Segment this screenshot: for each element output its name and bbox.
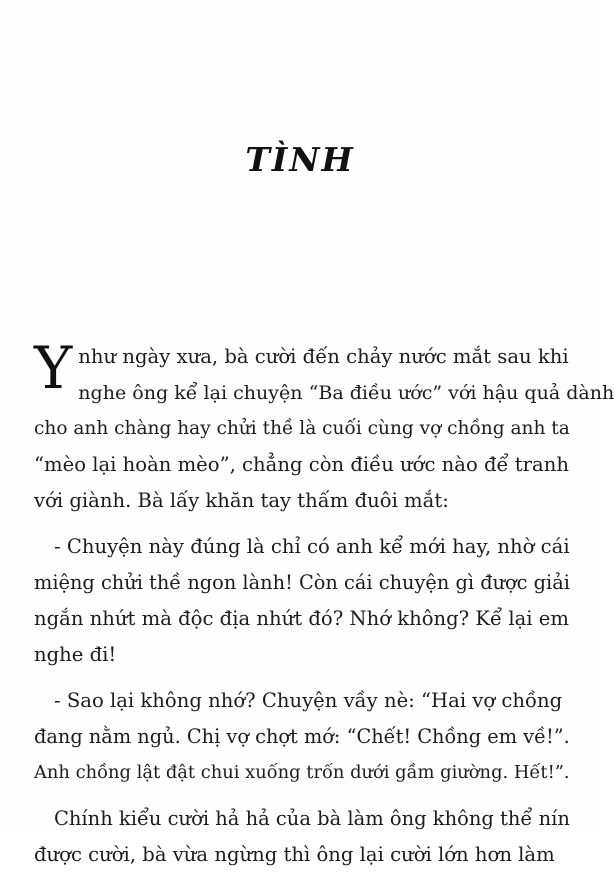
text-line: nghe đi!	[34, 643, 117, 666]
paragraph-2	[34, 529, 570, 673]
paragraph-4	[34, 801, 570, 873]
paragraph-3	[34, 683, 570, 791]
text-line: nghe ông kể lại chuyện “Ba điều ước” với hậu quả dành	[78, 382, 614, 404]
paragraph-1	[34, 334, 614, 519]
text-line: - Chuyện này đúng là chỉ có anh kể mới hay, nhờ cái	[54, 535, 570, 558]
text-line: ngắn nhứt mà độc địa nhứt đó? Nhớ không? Kể lại em	[34, 607, 569, 630]
drop-cap: Y	[34, 334, 73, 402]
text-line: “mèo lại hoàn mèo”, chẳng còn điều ước nào để tranh	[34, 453, 569, 476]
text-line: cho anh chàng hay chửi thề là cuối cùng vợ chồng anh ta	[34, 418, 570, 439]
chapter-title: TÌNH	[245, 140, 355, 179]
text-line: Anh chồng lật đật chui xuống trốn dưới gầm giường. Hết!”.	[34, 762, 570, 783]
text-line: được cười, bà vừa ngừng thì ông lại cười lớn hơn làm	[34, 843, 555, 866]
text-line: Chính kiểu cười hả hả của bà làm ông không thể nín	[54, 807, 570, 830]
text-line: - Sao lại không nhớ? Chuyện vầy nè: “Hai vợ chồng	[54, 689, 563, 712]
body-text	[34, 334, 614, 873]
text-line: đang nằm ngủ. Chị vợ chợt mớ: “Chết! Chồng em về!”.	[34, 725, 570, 748]
text-line: miệng chửi thề ngon lành! Còn cái chuyện gì được giải	[34, 571, 570, 594]
text-line: với giành. Bà lấy khăn tay thấm đuôi mắt:	[34, 489, 449, 512]
text-line: như ngày xưa, bà cười đến chảy nước mắt sau khi	[78, 345, 569, 368]
